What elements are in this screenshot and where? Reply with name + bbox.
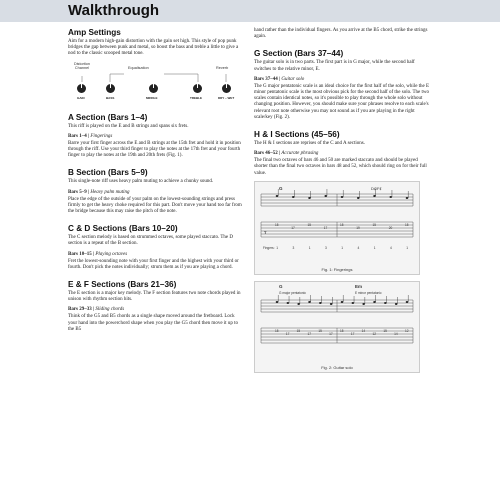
- finger-number: 1: [308, 245, 311, 250]
- hi-section-text: The H & I sections are reprises of the C and A sections.: [254, 141, 365, 147]
- tab-number: 20: [388, 225, 393, 230]
- note-head: [373, 301, 376, 303]
- reverb-knob-label: DRY – WET: [218, 95, 235, 100]
- tab-number: 12: [405, 328, 409, 333]
- cd-section-subtext: Fret the lowest-sounding note with your first finger and the highest with your third or fourth. Don't pick the notes individually; strum them as if you are playing a chord.: [68, 258, 239, 270]
- fig1-fingers-label: Fingers:: [263, 245, 275, 250]
- tab-number: 14: [361, 328, 366, 333]
- fig1-notation: [255, 182, 419, 262]
- finger-number: 4: [357, 245, 360, 250]
- right-column: [254, 28, 430, 379]
- finger-number: 1: [276, 245, 278, 250]
- note-head: [292, 196, 295, 198]
- bass-knob-icon: [106, 84, 115, 93]
- b-section-subheading: Bars 5–9 | Heavy palm muting: [68, 189, 130, 195]
- amp-settings-panel: [68, 62, 244, 108]
- middle-knob-label: MIDDLE: [146, 95, 158, 100]
- fig2-caption: Fig. 2: Guitar solo: [321, 364, 353, 370]
- tab-number: 12: [372, 331, 377, 336]
- finger-number: 3: [324, 245, 327, 250]
- fig2-chord-2: Em: [355, 283, 363, 289]
- tab-number: 15: [275, 328, 279, 333]
- tab-number: 15: [307, 222, 312, 227]
- fig2-chord-1: G: [279, 283, 283, 289]
- continued-text: hand rather than the individual fingers. As you arrive at the B5 chord, strike the strings again.: [254, 28, 428, 40]
- cd-section-heading: C & D Sections (Bars 10–20): [68, 224, 178, 234]
- a-section-subheading: Bars 1–4 | Fingerings: [68, 133, 113, 139]
- cd-section-text: The C section melody is based on strummed octaves, some played staccato. The D section is a repeat of the B section.: [68, 235, 234, 247]
- finger-number: 1: [373, 245, 376, 250]
- note-head: [297, 303, 300, 305]
- hi-section-subheading: Bars 46–52 | Accurate phrasing: [254, 151, 319, 157]
- figure-guitar-solo: [254, 281, 420, 373]
- tab-number: 15: [383, 328, 387, 333]
- tab-number: 17: [329, 331, 333, 336]
- hi-section-subtext: The final two octaves of bars 46 and 50 are marked staccato and should be played shorter than the final two octaves in bars 48 and 52, which should ring on for their full value.: [254, 158, 427, 176]
- gain-knob-icon: [77, 84, 86, 93]
- note-head: [341, 196, 344, 198]
- left-column: [68, 28, 244, 337]
- note-head: [373, 195, 376, 197]
- note-head: [308, 197, 311, 199]
- fig2-scale-1: G major pentatonic: [279, 290, 306, 295]
- tab-number: 17: [350, 331, 355, 336]
- note-head: [395, 303, 398, 305]
- ef-section-subtext: Think of the G5 and B5 chords as a single shape moved around the fretboard. Lock your hand into the powerchord shape when you play the G5 chord then move it up to the B5: [68, 314, 238, 332]
- amp-heading: Amp Settings: [68, 28, 121, 37]
- note-head: [276, 301, 279, 303]
- note-head: [319, 302, 322, 304]
- amp-text: Aim for a modern high-gain distortion with the gain set high. This style of pop punk bridges the gap between punk and metal, so boost the bass and treble a little to give a nod to the classic scooped metal tone.: [68, 39, 239, 57]
- tab-number: 19: [356, 225, 360, 230]
- note-head: [324, 195, 327, 197]
- tab-number: 17: [285, 331, 290, 336]
- note-head: [341, 301, 344, 303]
- note-head: [406, 301, 409, 303]
- b-section-heading: B Section (Bars 5–9): [68, 168, 148, 178]
- note-head: [276, 195, 279, 197]
- treble-knob-label: TREBLE: [190, 95, 202, 100]
- tab-number: 17: [307, 331, 312, 336]
- tab-number: 15: [296, 328, 301, 333]
- fig1-caption: Fig. 1: Fingerings: [321, 266, 353, 272]
- bass-knob-label: BASS: [106, 95, 115, 100]
- note-head: [389, 196, 392, 198]
- finger-number: 1: [341, 245, 343, 250]
- note-head: [362, 303, 365, 305]
- equalisation-label: Equalisation: [128, 65, 149, 70]
- tab-number: 15: [275, 222, 279, 227]
- g-section-subtext: The G major pentatonic scale is an ideal choice for the first half of the solo, while the E minor pentatonic scale is the most obvious pick for the second half of the solo. The two scales contain identical notes, so it's possible to play through the whole solo without changing position. However, you should make sure your phrases resolve to each scale's relevant root note otherwise you may not sound as if you are playing in the right scale/key (Fig. 2).: [254, 83, 430, 120]
- a-section-text: This riff is played on the E and B strings and spans six frets.: [68, 123, 189, 129]
- svg-text:T: T: [264, 229, 267, 235]
- tab-number: 15: [318, 328, 322, 333]
- g-section-heading: G Section (Bars 37–44): [254, 49, 344, 59]
- b-section-text: This single-note riff uses heavy palm muting to achieve a chunky sound.: [68, 179, 214, 185]
- g-section-text: The guitar solo is in two parts. The first part is in G major, while the second half switches to the relative minor, E.: [254, 60, 415, 72]
- tab-number: 15: [340, 328, 344, 333]
- cd-section-subheading: Bars 10–15 | Playing octaves: [68, 251, 128, 257]
- note-head: [330, 303, 333, 305]
- tab-number: 15: [372, 222, 377, 227]
- gain-knob-label: GAIN: [77, 95, 85, 100]
- g-section-subheading: Bars 37–44 | Guitar solo: [254, 76, 305, 82]
- a-section-heading: A Section (Bars 1–4): [68, 112, 148, 122]
- finger-number: 4: [389, 245, 392, 250]
- tab-number: 15: [405, 222, 409, 227]
- reverb-knob-icon: [222, 84, 231, 93]
- a-section-subtext: Barre your first finger across the E and B strings at the 15th fret and hold it in position through the riff. Use your third finger to play the notes at the 17th fret and your fourth finger to play the notes at the 19th and 20th frets (Fig. 1).: [68, 140, 241, 159]
- page-title: Walkthrough: [68, 2, 160, 19]
- note-head: [287, 302, 290, 304]
- b-section-subtext: Place the edge of the outside of your palm on the lowest-sounding strings and press firmly to get the heavy choke required for this part. Don't move your hand too far from the bridge because this may raise the pitch of the note.: [68, 196, 242, 215]
- ef-section-heading: E & F Sections (Bars 21–36): [68, 280, 177, 290]
- treble-knob-icon: [193, 84, 202, 93]
- note-head: [352, 302, 355, 304]
- note-head: [384, 302, 387, 304]
- figure-fingerings: [254, 181, 420, 275]
- note-head: [357, 197, 360, 199]
- distortion-channel-label: Distortion Channel: [73, 61, 91, 70]
- note-head: [406, 197, 409, 199]
- fig2-notation: [255, 282, 419, 360]
- note-head: [308, 301, 311, 303]
- tab-number: 15: [340, 222, 344, 227]
- hi-section-heading: H & I Sections (45–56): [254, 130, 340, 140]
- tab-number: 17: [323, 225, 328, 230]
- fig1-chord-2: D♯/F♯: [371, 185, 382, 191]
- ef-section-text: The E section is a major key melody. The F section features two note chords played in unison with rhythm section hits.: [68, 291, 241, 303]
- finger-number: 3: [292, 245, 295, 250]
- header-bar: [0, 0, 500, 22]
- fig2-scale-2: E minor pentatonic: [355, 290, 382, 295]
- tab-number: 14: [394, 331, 398, 336]
- reverb-label: Reverb: [216, 65, 229, 70]
- ef-section-subheading: Bars 29–33 | Sliding chords: [68, 307, 125, 313]
- tab-number: 17: [291, 225, 295, 230]
- fig1-chord-1: G: [279, 185, 283, 191]
- finger-number: 1: [406, 245, 408, 250]
- middle-knob-icon: [149, 84, 158, 93]
- amp-bracket-lines: [68, 62, 244, 84]
